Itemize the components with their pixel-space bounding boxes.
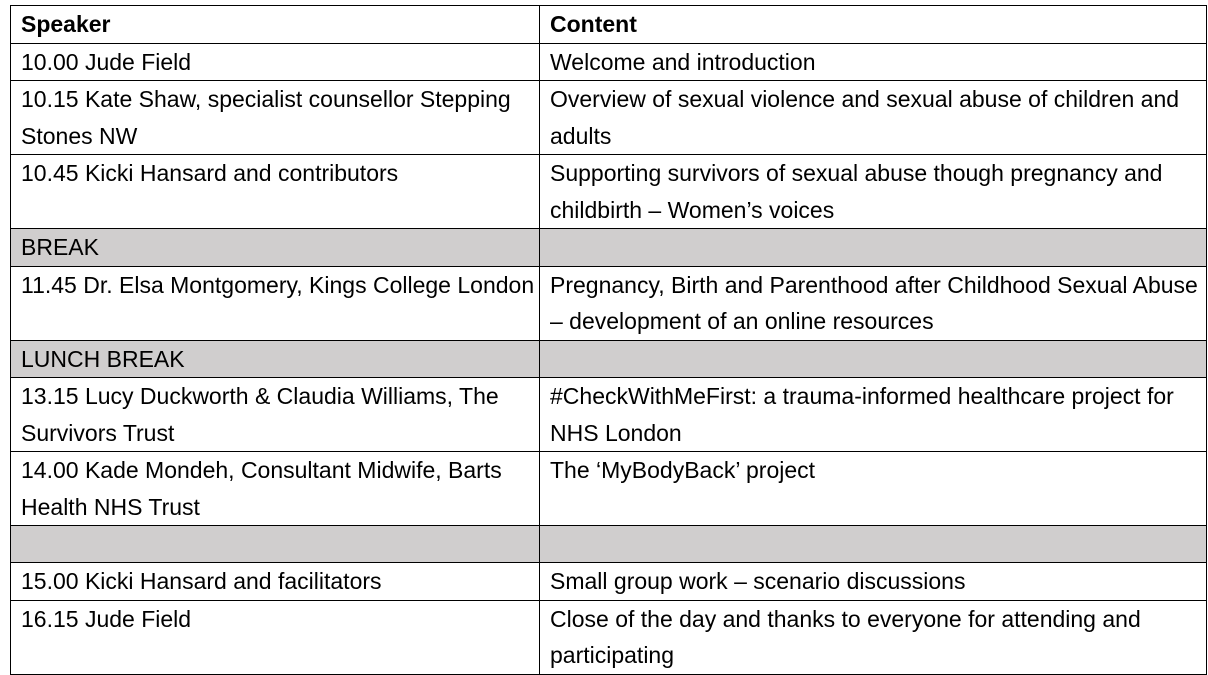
content-cell: Overview of sexual violence and sexual abuse of children and adults xyxy=(540,81,1207,155)
speaker-cell: 10.45 Kicki Hansard and contributors xyxy=(11,155,540,229)
content-cell: The ‘MyBodyBack’ project xyxy=(540,452,1207,526)
table-row xyxy=(11,266,1207,340)
table-row xyxy=(11,155,1207,229)
content-cell: #CheckWithMeFirst: a trauma-informed healthcare project for NHS London xyxy=(540,378,1207,452)
speaker-column-header: Speaker xyxy=(11,6,540,44)
content-cell: Close of the day and thanks to everyone for attending and participating xyxy=(540,600,1207,674)
speaker-cell: 11.45 Dr. Elsa Montgomery, Kings College London xyxy=(11,266,540,340)
header-row xyxy=(11,6,1207,44)
break-row xyxy=(11,229,1207,267)
break-row xyxy=(11,526,1207,563)
content-cell xyxy=(540,340,1207,378)
speaker-cell: 14.00 Kade Mondeh, Consultant Midwife, Barts Health NHS Trust xyxy=(11,452,540,526)
table-row xyxy=(11,378,1207,452)
speaker-cell: 16.15 Jude Field xyxy=(11,600,540,674)
agenda-table xyxy=(10,5,1207,675)
content-cell xyxy=(540,526,1207,563)
content-cell: Supporting survivors of sexual abuse though pregnancy and childbirth – Women’s voices xyxy=(540,155,1207,229)
table-row xyxy=(11,81,1207,155)
content-cell: Welcome and introduction xyxy=(540,43,1207,81)
content-cell: Pregnancy, Birth and Parenthood after Childhood Sexual Abuse – development of an online resources xyxy=(540,266,1207,340)
break-row xyxy=(11,340,1207,378)
table-row xyxy=(11,600,1207,674)
speaker-cell: 10.15 Kate Shaw, specialist counsellor Stepping Stones NW xyxy=(11,81,540,155)
speaker-cell: BREAK xyxy=(11,229,540,267)
table-row xyxy=(11,43,1207,81)
content-column-header: Content xyxy=(540,6,1207,44)
speaker-cell xyxy=(11,526,540,563)
speaker-cell: 15.00 Kicki Hansard and facilitators xyxy=(11,563,540,601)
content-cell: Small group work – scenario discussions xyxy=(540,563,1207,601)
agenda-body xyxy=(11,43,1207,674)
table-row xyxy=(11,563,1207,601)
content-cell xyxy=(540,229,1207,267)
speaker-cell: LUNCH BREAK xyxy=(11,340,540,378)
speaker-cell: 10.00 Jude Field xyxy=(11,43,540,81)
table-row xyxy=(11,452,1207,526)
speaker-cell: 13.15 Lucy Duckworth & Claudia Williams, The Survivors Trust xyxy=(11,378,540,452)
